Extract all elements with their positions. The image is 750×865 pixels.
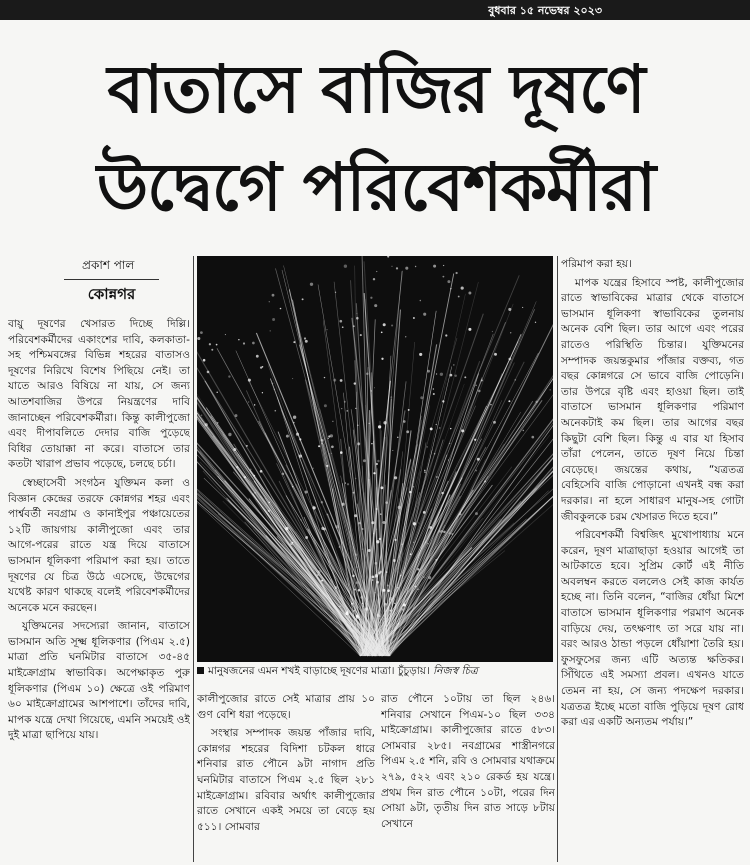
byline: প্রকাশ পাল — [82, 257, 134, 277]
headline-line-2: উদ্বেগে পরিবেশকর্মীরা — [18, 150, 734, 226]
column-divider — [193, 256, 194, 862]
article-column-3 — [381, 692, 555, 864]
spark-streaks — [197, 256, 553, 656]
newspaper-header-bar — [0, 0, 750, 20]
article-column-4 — [561, 257, 744, 865]
issue-date: বুধবার ১৫ নভেম্বর ২০২৩ — [488, 2, 602, 21]
dateline-place: কোন্নগর — [64, 279, 159, 308]
photo-credit: নিজস্ব চিত্র — [433, 665, 478, 677]
paragraph: কালীপুজোর রাতে সেই মাত্রার প্রায় ১০ গুণ বেশি ধরা পড়েছে। — [197, 692, 375, 723]
paragraph: যুক্তিমনের সদস্যেরা জানান, বাতাসে ভাসমান অতি সূক্ষ্ম ধূলিকণার (পিএম ২.৫) মাত্রা প্রতি ঘনমিটার বাতাসে ৩৫-৪৫ মাইক্রোগ্রাম স্বাভাবিক। অপেক্ষাকৃত পুরু ধূলিকণার (পিএম ১০) ক্ষেত্রে ওই পরিমাণ ৬০ মাইক্রোগ্রামের আশপাশে। তাঁদের দাবি, মাপক যন্ত্রে দেখা গিয়েছে, এমনি সময়েই ওই দুই মাত্রা ছাপিয়ে যায়। — [8, 619, 190, 744]
paragraph: বায়ু দূষণের খেসারত দিচ্ছে দিল্লি। পরিবেশকর্মীদের একাংশের দাবি, কলকাতা-সহ পশ্চিমবঙ্গের বিভিন্ন শহরের বাতাসও দূষণের নিরিখে বিশেষ পিছিয়ে নেই। তা যাতে আরও বিষিয়ে না যায়, সে জন্য আতশবাজির উপরে নিয়ন্ত্রণের দাবি জানাচ্ছেন পরিবেশকর্মীরা। কিন্তু কালীপুজো এবং দীপাবলিতে দেদার বাজি পুড়েছে বিধির তোয়াক্কা না করে। বাতাসে তার কতটা খারাপ প্রভাব পড়েছে, চলছে চর্চা। — [8, 317, 190, 473]
article-column-1 — [8, 317, 190, 865]
paragraph: রাত পৌনে ১০টায় তা ছিল ২৪৬। শনিবার সেখানে পিএম-১০ ছিল ৩৩৪ মাইক্রোগ্রাম। কালীপুজোর রাতে ৫৮৩। সোমবার ২৮৫। নবগ্রামের শাস্ত্রীনগরে পিএম ২.৫ শনি, রবি ও সোমবার যথাক্রমে ২৭৯, ৫২২ এবং ২১০ রেকর্ড হয় যন্ত্রে। প্রথম দিন রাত পৌনে ১০টা, পরের দিন সোয়া ৯টা, তৃতীয় দিন রাত সাড়ে ৮টায় সেখানে — [381, 692, 555, 832]
fireworks-image — [197, 256, 553, 662]
article-column-2 — [197, 692, 375, 864]
headline-line-1: বাতাসে বাজির দূষণে — [18, 52, 734, 128]
paragraph: পরিমাপ করা হয়। — [561, 257, 744, 273]
paragraph: স্বেচ্ছাসেবী সংগঠন যুক্তিমন কলা ও বিজ্ঞান কেন্দ্রের তরফে কোন্নগর শহর এবং পার্শ্ববর্তী নবগ্রাম ও কানাইপুর পঞ্চায়েতের ১২টি জায়গায় কালীপুজো এবং তার আগে-পরের রাতে যন্ত্র দিয়ে বাতাসে ভাসমান ধূলিকণা পরিমাপ করা হয়। তাতে দূষণের যে চিত্র উঠে এসেছে, উদ্বেগের যথেষ্ট কারণ থাকছে বলেই পরিবেশকর্মীদের অনেকে মনে করছেন। — [8, 476, 190, 616]
photo-caption — [197, 664, 555, 678]
fireworks-photo — [197, 256, 553, 662]
caption-text: মানুষজনের এমন শখই বাড়াচ্ছে দূষণের মাত্রা। চুঁচুড়ায়। — [208, 665, 430, 677]
paragraph: মাপক যন্ত্রের হিসাবে স্পষ্ট, কালীপুজোর রাতে স্বাভাবিকের মাত্রার থেকে বাতাসে ভাসমান ধূলিকণা স্বাভাবিকের তুলনায় অনেক বেশি ছিল। তার আগে এবং পরের রাতেও পরিস্থিতি চিন্তার। যুক্তিমনের সম্পাদক জয়ন্তকুমার পাঁজার বক্তব্য, গত বছর কোন্নগরে সে ভাবে বাজি পোড়েনি। তার উপরে বৃষ্টি এবং হাওয়া ছিল। তাই বাতাসে ভাসমান ধূলিকণার পরিমাণ অনেকটাই কম ছিল। তার আগের বছর কিছুটা বেশি ছিল। কিন্তু এ বার যা হিসাব তাঁরা পেলেন, তাতে দূষণ নিয়ে চিন্তা বেড়েছে। জয়ন্তের কথায়, “যত্রতত্র বেহিসেবি বাজি পোড়ানো এখনই বন্ধ করা দরকার। না হলে সাধারণ মানুষ-সহ গোটা জীবকুলকে চরম খেসারত দিতে হবে।” — [561, 276, 744, 526]
paragraph: পরিবেশকর্মী বিশ্বজিৎ মুখোপাধ্যায় মনে করেন, দূষণ মাত্রাছাড়া হওয়ার আগেই তা আটকাতে হবে। সুপ্রিম কোর্ট এই নীতি অবলম্বন করতে বললেও সেই কাজ কার্যত হচ্ছে না। তিনি বলেন, “বাজির ধোঁয়া মিশে বাতাসে ভাসমান ধূলিকণার পরমাণ অনেক বাড়িয়ে দেয়, তৎক্ষণাৎ তা সরে যায় না। বরং আরও ঠান্ডা পড়লে ধোঁয়াশা তৈরি হয়। ফুসফুসের জন্য এটি অত্যন্ত ক্ষতিকর। সিঁথিতে এই সমস্যা প্রবল। এখনও যাতে তেমন না হয়, সে জন্য পদক্ষেপ দরকার। যত্রতত্র ইচ্ছে মতো বাজি পুড়িয়ে দূষণ রোধ করা এর একটি অন্যতম পর্যায়।” — [561, 528, 744, 731]
column-divider — [557, 256, 558, 862]
caption-square-icon — [197, 667, 204, 674]
paragraph: সংস্থার সম্পাদক জয়ন্ত পাঁজার দাবি, কোন্নগর শহরের বিদিশা চটকল ধারে শনিবার রাত পৌনে ৯টা নাগাদ প্রতি ঘনমিটার বাতাসে পিএম ২.৫ ছিল ২৮১ মাইক্রোগ্রাম। রবিবার অর্থাৎ কালীপুজোর রাতে সেখানে একই সময়ে তা বেড়ে হয় ৫১১। সোমবার — [197, 726, 375, 835]
